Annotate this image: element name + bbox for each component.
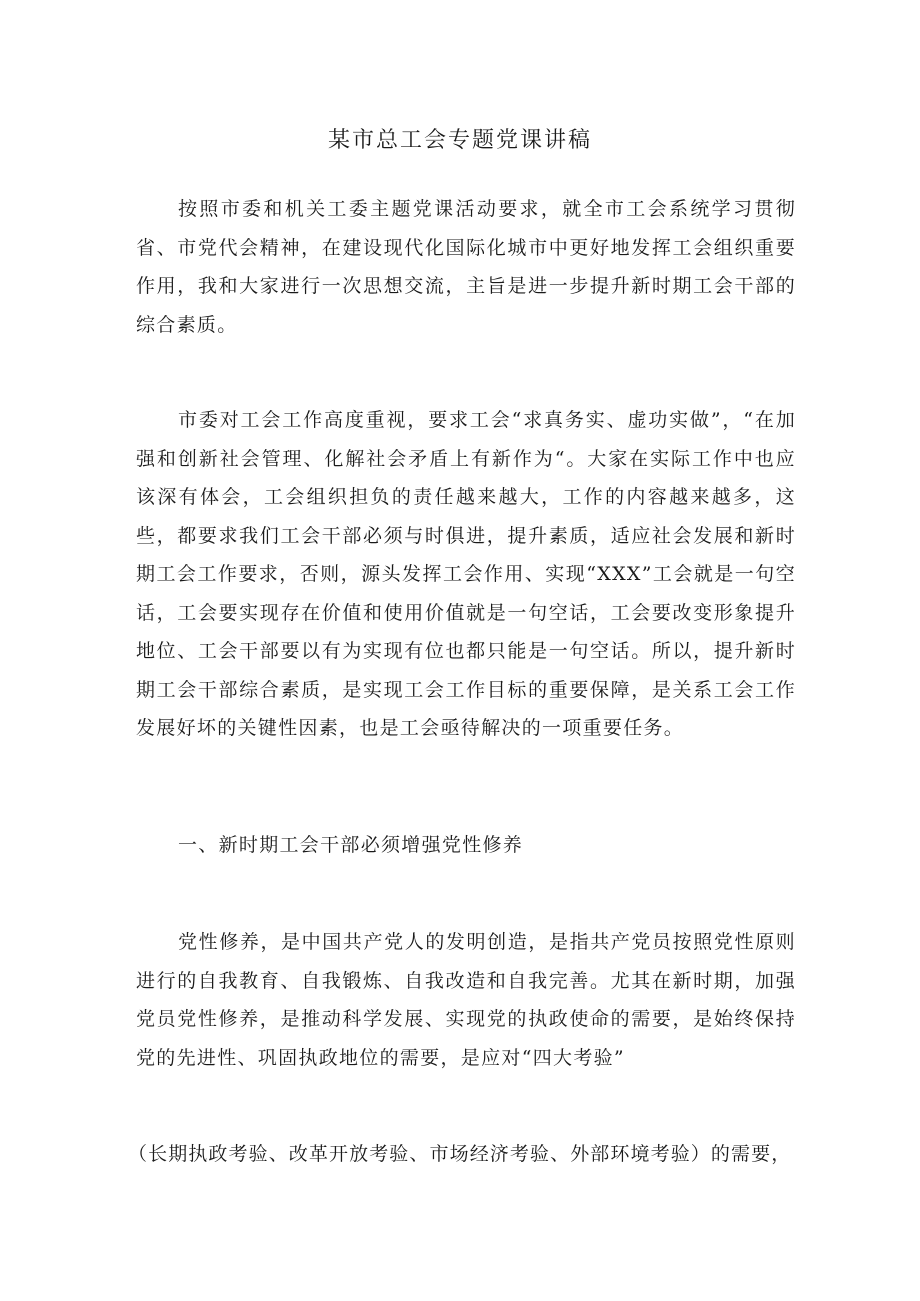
document-title: 某市总工会专题党课讲稿 xyxy=(327,128,592,153)
paragraph-intro: 按照市委和机关工委主题党课活动要求，就全市工会系统学习贯彻省、市党代会精神，在建设现代化国际化城市中更好地发挥工会组织重要作用，我和大家进行一次思想交流，主旨是进一步提升新时期工会干部的综合素质。 xyxy=(136,198,796,336)
paragraph-requirements: 市委对工会工作高度重视，要求工会“求真务实、虚功实做”，“在加强和创新社会管理、化解社会矛盾上有新作为“。大家在实际工作中也应该深有体会，工会组织担负的责任越来越大，工作的内容越来越多，这些，都要求我们工会干部必须与时俱进，提升素质，适应社会发展和新时期工会工作要求，否则，源头发挥工会作用、实现“XXX”工会就是一句空话，工会要实现存在价值和使用价值就是一句空话，工会要改变形象提升地位、工会干部要以有为实现有位也都只能是一句空话。所以，提升新时期工会干部综合素质，是实现工会工作目标的重要保障，是关系工会工作发展好坏的关键性因素，也是工会亟待解决的一项重要任务。 xyxy=(136,409,796,739)
paragraph-party-spirit: 党性修养，是中国共产党人的发明创造，是指共产党员按照党性原则进行的自我教育、自我锻炼、自我改造和自我完善。尤其在新时期，加强党员党性修养，是推动科学发展、实现党的执政使命的需要，是始终保持党的先进性、巩固执政地位的需要，是应对“四大考验” xyxy=(136,931,796,1069)
section-heading-1: 一、新时期工会干部必须增强党性修养 xyxy=(178,834,524,856)
paragraph-four-tests: （长期执政考验、改革开放考验、市场经济考验、外部环境考验）的需要， xyxy=(128,1143,792,1165)
